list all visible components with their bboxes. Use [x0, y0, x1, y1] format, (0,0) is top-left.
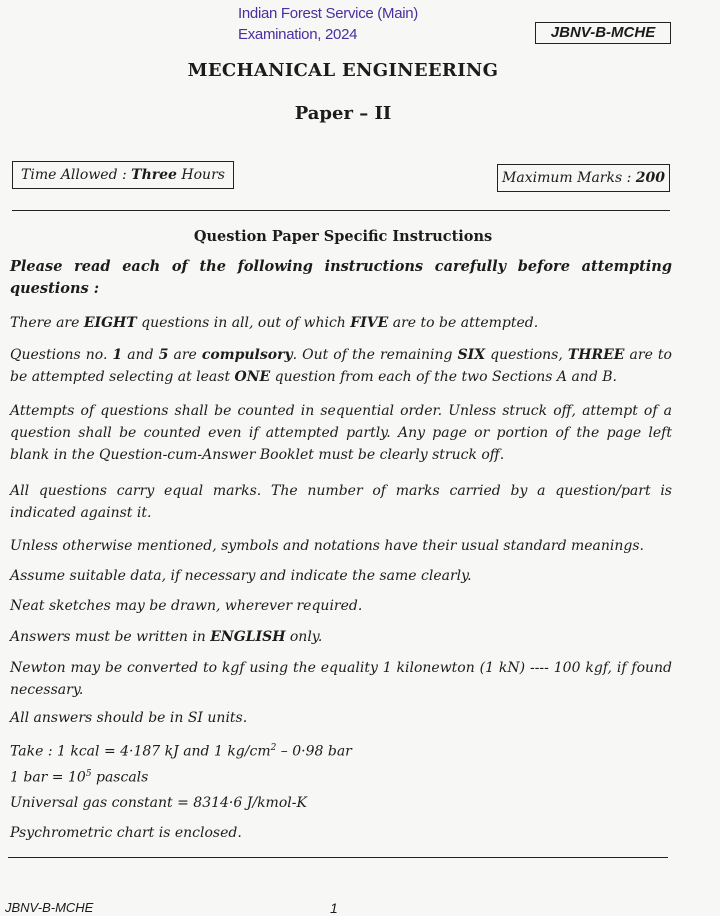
instruction-13: Universal gas constant = 8314·6 J/kmol-K — [10, 795, 307, 811]
time-value: Three — [131, 167, 177, 183]
instruction-9: Newton may be converted to kgf using the equality 1 kilonewton (1 kN) ---- 100 kgf, if found necessary. — [10, 660, 672, 698]
instruction-1: There are EIGHT questions in all, out of which FIVE are to be attempted. — [10, 315, 539, 331]
instruction-6: Assume suitable data, if necessary and indicate the same clearly. — [10, 568, 472, 584]
instruction-2: Questions no. 1 and 5 are compulsory. Out of the remaining SIX questions, THREE are to be attempted selecting at least ONE question from each of the two Sections A and B. — [10, 347, 672, 385]
paper-number: Paper – II — [294, 103, 392, 124]
instruction-7: Neat sketches may be drawn, wherever required. — [10, 598, 363, 614]
top-divider — [12, 210, 670, 211]
instructions-heading: Question Paper Specific Instructions — [193, 228, 493, 245]
instruction-3: Attempts of questions shall be counted in sequential order. Unless struck off, attempt of a question shall be counted even if attempted partly. Any page or portion of the page left blank in the Question-cum-Answer Booklet must be clearly struck off. — [10, 403, 672, 463]
instruction-4: All questions carry equal marks. The number of marks carried by a question/part is indicated against it. — [10, 483, 672, 521]
instruction-12: 1 bar = $10^5$ pascals — [10, 769, 149, 786]
lead-instruction: Please read each of the following instructions carefully before attempting questions : — [10, 258, 672, 297]
stamp-line-1: Indian Forest Service (Main) — [238, 5, 419, 22]
time-label: Time Allowed : — [21, 167, 132, 183]
instruction-14: Psychrometric chart is enclosed. — [10, 825, 242, 841]
stamp-line-2: Examination, 2024 — [238, 26, 358, 43]
time-unit: Hours — [176, 167, 225, 183]
instruction-8: Answers must be written in ENGLISH only. — [10, 629, 323, 645]
instruction-5: Unless otherwise mentioned, symbols and notations have their usual standard meanings. — [10, 538, 644, 554]
instruction-10: All answers should be in SI units. — [10, 710, 248, 726]
instruction-11: Take : 1 kcal = 4·187 kJ and 1 $kg/cm^2 - 0\cdot 98$ bar — [10, 743, 352, 760]
bottom-divider — [8, 857, 668, 858]
page-number: 1 — [330, 900, 338, 916]
footer-paper-code: JBNV-B-MCHE — [5, 900, 94, 915]
paper-code-box: JBNV-B-MCHE — [535, 22, 671, 44]
marks-label: Maximum Marks : — [502, 170, 636, 186]
maximum-marks-box — [497, 164, 670, 192]
marks-value: 200 — [635, 170, 665, 186]
exam-stamp — [238, 3, 418, 45]
time-allowed-box — [12, 161, 234, 189]
subject-title: MECHANICAL ENGINEERING — [187, 60, 499, 81]
